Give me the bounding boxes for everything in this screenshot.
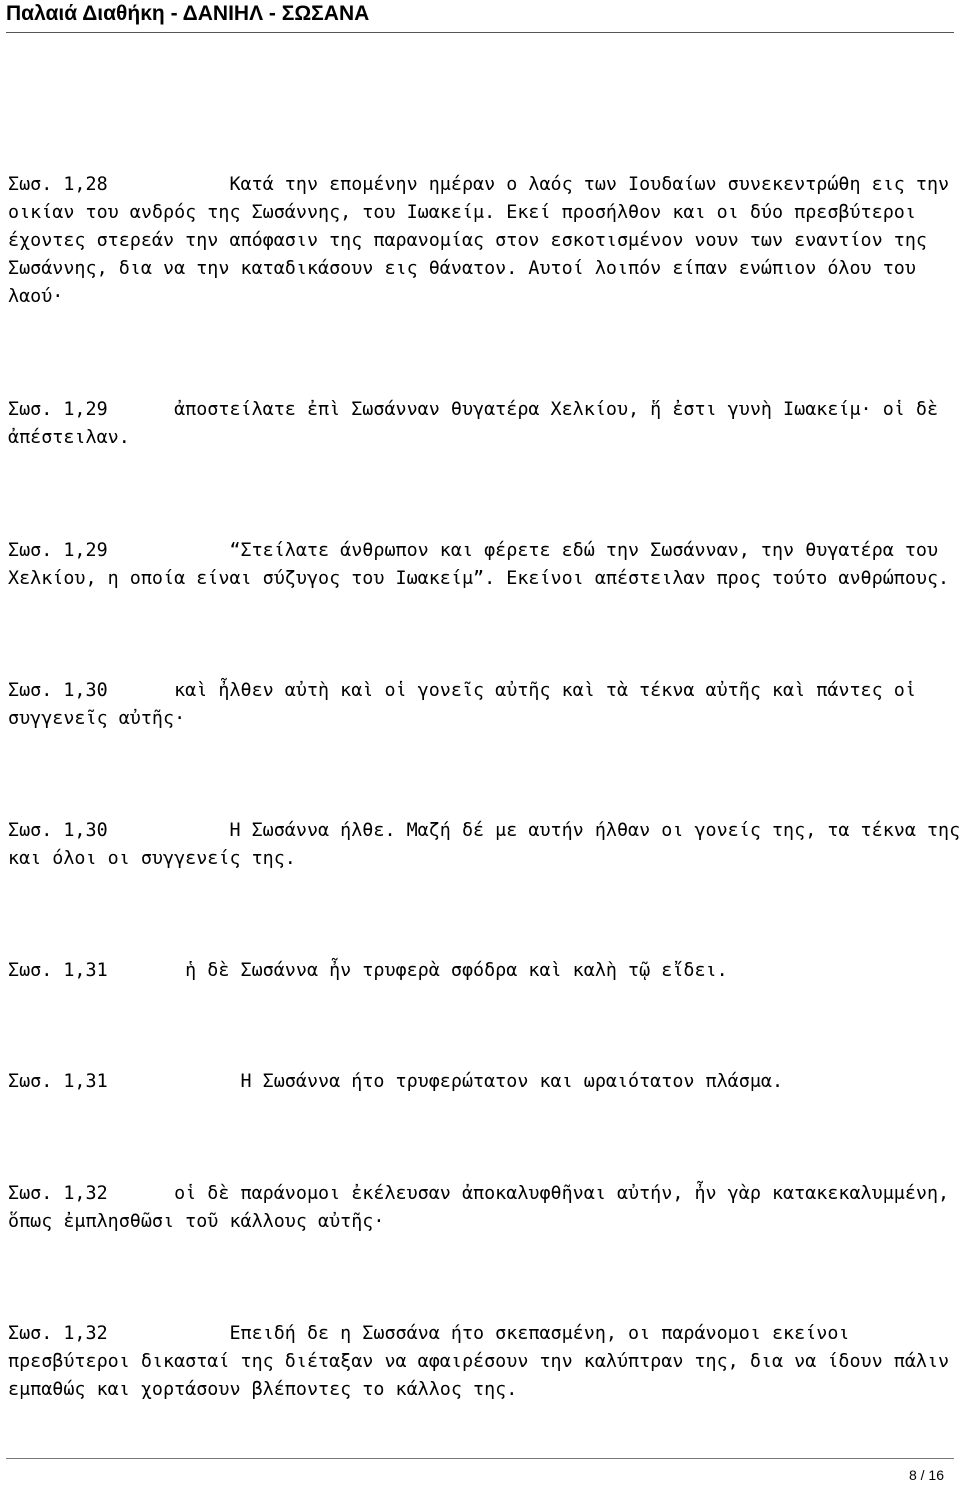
- verse-line: λαού·: [8, 286, 64, 307]
- verse-line: Χελκίου, η οποία είναι σύζυγος του Ιωακείμ”. Εκείνοι απέστειλαν προς τούτο ανθρώπους.: [8, 568, 950, 589]
- verse-line: πρεσβύτεροι δικασταί της διέταξαν να αφαιρέσουν την καλύπτραν της, δια να ίδουν πάλιν: [8, 1351, 950, 1372]
- verse-line: ἀπέστειλαν.: [8, 427, 130, 448]
- verse-line: Σωσ. 1,32 οἱ δὲ παράνομοι ἐκέλευσαν ἀποκαλυφθῆναι αὐτήν, ἦν γὰρ κατακεκαλυμμένη,: [8, 1183, 950, 1204]
- verse-block-1-31-ancient: [8, 957, 956, 985]
- verse-block-1-29-modern: [8, 537, 956, 593]
- verse-line: Σωσ. 1,31 Η Σωσάννα ήτο τρυφερώτατον και ωραιότατον πλάσμα.: [8, 1071, 784, 1092]
- verse-block-1-32-modern: [8, 1320, 956, 1404]
- verse-line: οικίαν του ανδρός της Σωσάννης, του Ιωακείμ. Εκεί προσήλθον και οι δύο πρεσβύτεροι: [8, 202, 916, 223]
- footer-divider: [6, 1458, 954, 1459]
- verse-line: Σωσ. 1,29 “Στείλατε άνθρωπον και φέρετε εδώ την Σωσάνναν, την θυγατέρα του: [8, 540, 939, 561]
- verse-line: συγγενεῖς αὐτῆς·: [8, 708, 186, 729]
- verse-line: έχοντες στερεάν την απόφασιν της παρανομίας στον εσκοτισμένον νουν των εναντίον της: [8, 230, 927, 251]
- verse-block-1-28-modern: [8, 171, 956, 311]
- verse-block-1-32-ancient: [8, 1180, 956, 1236]
- page-number: 8 / 16: [908, 1467, 944, 1483]
- verse-block-1-29-ancient: [8, 396, 956, 452]
- verse-line: Σωσ. 1,30 Η Σωσάννα ήλθε. Μαζή δέ με αυτήν ήλθαν οι γονείς της, τα τέκνα της: [8, 820, 960, 841]
- verse-block-1-30-ancient: [8, 677, 956, 733]
- title-divider: [6, 32, 954, 33]
- verse-line: Σωσ. 1,30 καὶ ἦλθεν αὐτὴ καὶ οἱ γονεῖς αὐτῆς καὶ τὰ τέκνα αὐτῆς καὶ πάντες οἱ: [8, 680, 916, 701]
- verse-block-1-30-modern: [8, 817, 960, 873]
- verse-block-1-31-modern: [8, 1068, 956, 1096]
- verse-line: Σωσάννης, δια να την καταδικάσουν εις θάνατον. Αυτοί λοιπόν είπαν ενώπιον όλου του: [8, 258, 916, 279]
- verse-line: Σωσ. 1,28 Κατά την επομένην ημέραν ο λαός των Ιουδαίων συνεκεντρώθη εις την: [8, 174, 950, 195]
- verse-line: Σωσ. 1,32 Επειδή δε η Σωσσάνα ήτο σκεπασμένη, οι παράνομοι εκείνοι: [8, 1323, 850, 1344]
- verse-line: Σωσ. 1,31 ἡ δὲ Σωσάννα ἦν τρυφερὰ σφόδρα καὶ καλὴ τῷ εἴδει.: [8, 960, 728, 981]
- verse-line: εμπαθώς και χορτάσουν βλέποντες το κάλλος της.: [8, 1379, 518, 1400]
- verse-line: ὅπως ἐμπλησθῶσι τοῦ κάλλους αὐτῆς·: [8, 1211, 385, 1232]
- document-title: Παλαιά Διαθήκη - ΔΑΝΙΗΛ - ΣΩΣΑΝΑ: [6, 2, 370, 25]
- verse-line: Σωσ. 1,29 ἀποστείλατε ἐπὶ Σωσάνναν θυγατέρα Χελκίου, ἥ ἐστι γυνὴ Ιωακείμ· οἱ δὲ: [8, 399, 939, 420]
- verse-line: και όλοι οι συγγενείς της.: [8, 848, 296, 869]
